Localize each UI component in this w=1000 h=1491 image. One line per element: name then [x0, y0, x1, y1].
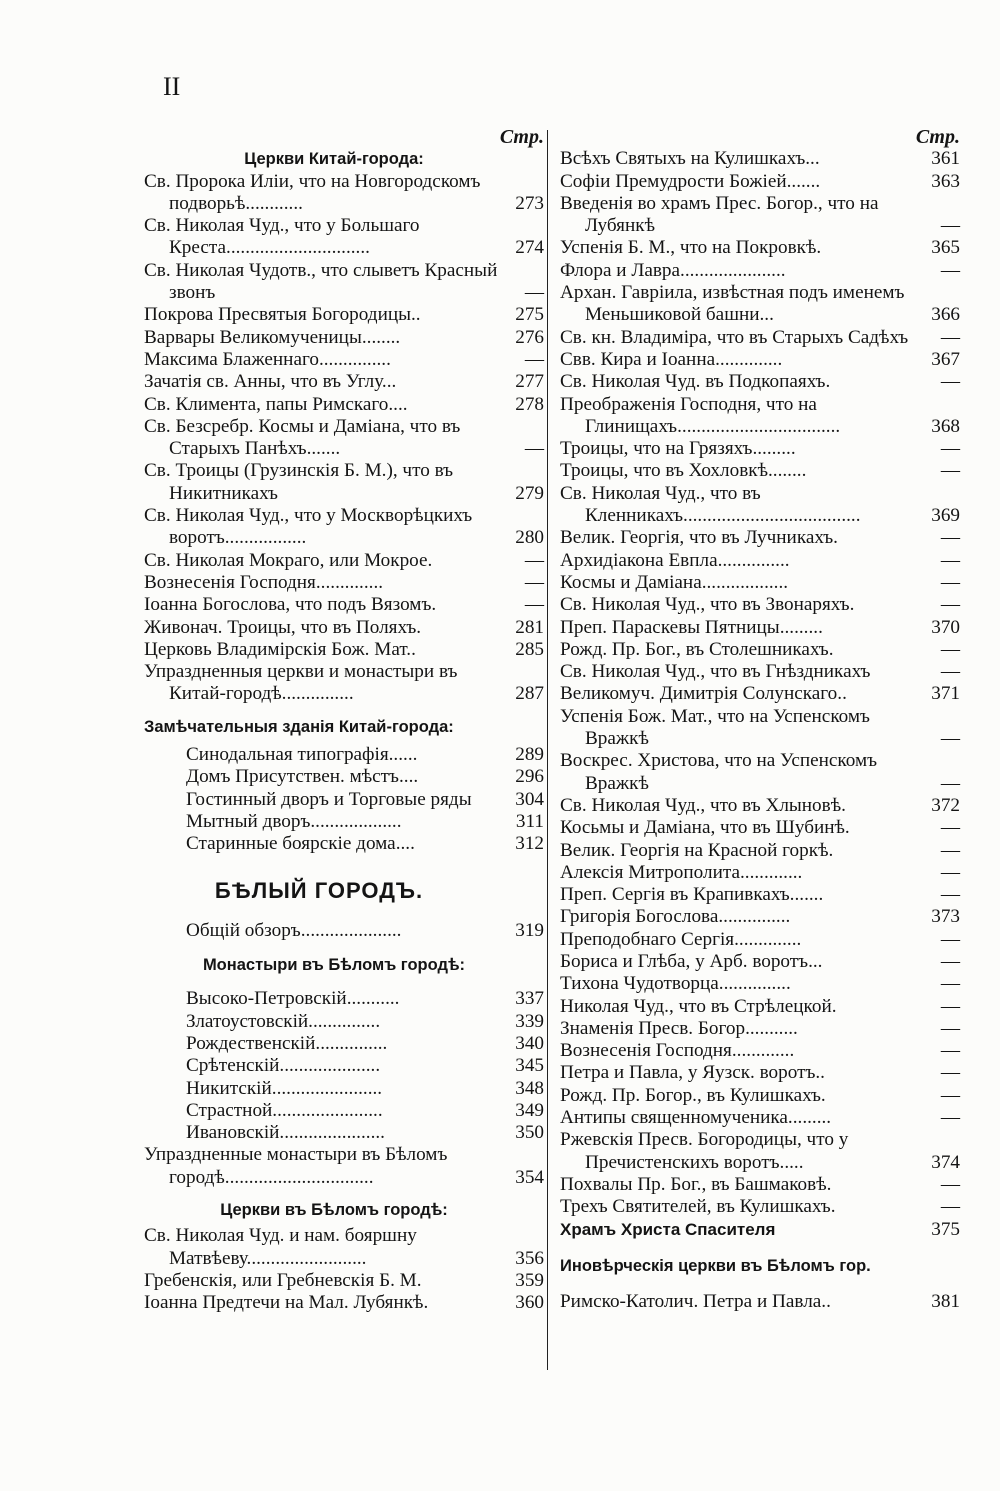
toc-entry-page: 311: [515, 810, 544, 832]
toc-entry-title: Св. Николая Чуд. и нам. бояршну Матвѣеву.........................: [144, 1225, 417, 1269]
toc-entry-title: Тихона Чудотворца...............: [560, 973, 791, 995]
toc-entry-title: Св. Пророка Илiи, что на Новгородскомъ подворьѣ............: [144, 170, 481, 214]
toc-entry: [186, 988, 544, 1010]
toc-entry-title: Косьмы и Дамiана, что въ Шубинѣ.: [560, 817, 850, 839]
bely-monasteries-list: [144, 988, 544, 1144]
toc-entry-page: —: [940, 661, 960, 683]
toc-entry-title: Старинные боярскiе дома....: [186, 833, 415, 855]
toc-entry: [560, 973, 960, 995]
toc-entry-title: Велик. Георгiя на Красной горкѣ.: [560, 839, 834, 861]
toc-entry-title: Архан. Гаврiила, извѣстная подъ именемъ Меньшиковой башни...: [560, 282, 905, 326]
toc-entry: [560, 550, 960, 572]
toc-entry-page: —: [940, 861, 960, 883]
toc-entry: [560, 906, 960, 928]
toc-entry-title: Св. Николая Чуд., что у Большаго Креста..............................: [144, 215, 420, 259]
toc-entry-title: Св. Троицы (Грузинскiя Б. М.), что въ Никитникахъ: [144, 460, 454, 504]
toc-entry-page: —: [940, 594, 960, 616]
toc-entry-page: —: [940, 638, 960, 660]
toc-entry-title: Гостинный дворъ и Торговые ряды: [186, 788, 472, 810]
toc-entry-title: Златоустовскiй...............: [186, 1010, 381, 1032]
toc-entry: [186, 811, 544, 833]
page-column-label: Стр.: [499, 126, 544, 148]
toc-entry-page: 373: [931, 906, 960, 928]
toc-entry-page: —: [524, 348, 544, 370]
toc-entry-title: Рождественскiй...............: [186, 1032, 388, 1054]
toc-entry: [186, 1011, 544, 1033]
toc-entry: [560, 237, 960, 259]
toc-entry-page: 273: [515, 192, 544, 214]
toc-entry-page: 375: [931, 1218, 960, 1240]
toc-entry: [560, 1219, 960, 1241]
toc-entry-page: 366: [931, 304, 960, 326]
toc-entry-title: Св. Безсребр. Космы и Дамiана, что въ Старыхъ Панѣхъ.......: [144, 415, 461, 460]
toc-entry-title: Петра и Павла, у Яузск. воротъ..: [560, 1062, 825, 1084]
toc-entry-title: Рожд. Пр. Бог., въ Столешникахъ.: [560, 638, 834, 660]
toc-entry-title: Николая Чуд., что въ Стрѣлецкой.: [560, 995, 837, 1017]
toc-entry: [560, 1174, 960, 1196]
toc-entry-page: 277: [515, 371, 544, 393]
toc-entry-title: Максима Блаженнаго...............: [144, 348, 391, 370]
toc-entry: [144, 1270, 544, 1292]
toc-entry: [560, 527, 960, 549]
toc-entry: [144, 327, 544, 349]
toc-entry-title: Св. Николая Чуд., что въ Хлыновѣ.: [560, 794, 846, 816]
toc-entry: [186, 1078, 544, 1100]
toc-entry-page: 374: [931, 1151, 960, 1173]
toc-entry: [144, 1225, 544, 1270]
toc-entry-page: —: [940, 817, 960, 839]
toc-entry-title: Св. Николая Чуд., что у Москворѣцкихъ воротъ.................: [144, 505, 473, 549]
toc-entry-title: Покрова Пресвятыя Богородицы..: [144, 304, 421, 326]
toc-entry-page: 348: [515, 1077, 544, 1099]
toc-entry-page: —: [940, 839, 960, 861]
toc-entry-page: 278: [515, 393, 544, 415]
toc-entry-title: Общiй обзоръ.....................: [186, 919, 402, 941]
toc-entry: [144, 394, 544, 416]
toc-entry-page: 350: [515, 1122, 544, 1144]
toc-entry-title: Воскрес. Христова, что на Успенскомъ Вражкѣ: [560, 750, 878, 794]
left-column: [144, 126, 544, 1315]
toc-entry: [144, 304, 544, 326]
toc-entry-title: Св. Николая Чуд., что въ Кленникахъ.....................................: [560, 482, 861, 527]
toc-entry-page: —: [940, 1084, 960, 1106]
toc-entry: [186, 920, 544, 942]
toc-entry-title: Знаменiя Пресв. Богор...........: [560, 1017, 798, 1039]
toc-entry: [560, 572, 960, 594]
toc-entry-page: —: [524, 571, 544, 593]
toc-entry-title: Рожд. Пр. Богор., въ Кулишкахъ.: [560, 1084, 826, 1106]
toc-entry-page: —: [524, 438, 544, 460]
toc-entry: [560, 750, 960, 795]
toc-entry: [186, 766, 544, 788]
toc-entry-page: 367: [931, 348, 960, 370]
toc-entry: [144, 1144, 544, 1189]
foreign-church-entry: [560, 1291, 960, 1313]
toc-entry-title: Домъ Присутствен. мѣстъ....: [186, 766, 419, 788]
toc-entry-title: Григорiя Богослова...............: [560, 906, 791, 928]
temple-entry: [560, 1219, 960, 1241]
toc-entry-page: —: [940, 1017, 960, 1039]
toc-entry: [560, 639, 960, 661]
toc-entry-title: Ивановскiй......................: [186, 1122, 385, 1144]
toc-entry-page: 312: [515, 833, 544, 855]
toc-entry: [144, 215, 544, 260]
toc-entry-page: —: [940, 438, 960, 460]
toc-entry-title: Никитскiй.......................: [186, 1077, 383, 1099]
toc-entry-page: 371: [931, 683, 960, 705]
toc-entry-title: Трехъ Святителей, въ Кулишкахъ.: [560, 1196, 836, 1218]
toc-entry-title: Велик. Георгiя, что въ Лучникахъ.: [560, 527, 838, 549]
toc-entry-title: Введенiя во храмъ Прес. Богор., что на Лубянкѣ: [560, 192, 879, 237]
toc-entry: [186, 833, 544, 855]
toc-entry: [560, 148, 960, 170]
abolished-monasteries-entry: [144, 1144, 544, 1189]
toc-entry-page: 368: [931, 415, 960, 437]
toc-entry-title: Преп. Параскевы Пятницы.........: [560, 616, 823, 638]
toc-entry-title: Страстной.......................: [186, 1099, 383, 1121]
toc-entry-page: —: [940, 1107, 960, 1129]
toc-entry: [186, 1122, 544, 1144]
toc-entry-title: Iоанна Богослова, что подъ Вязомъ.: [144, 594, 437, 616]
toc-entry-title: Гребенскiя, или Гребневскiя Б. М.: [144, 1269, 422, 1291]
toc-entry: [144, 349, 544, 371]
toc-entry-title: Упраздненныя церкви и монастыри въ Китай-городѣ...............: [144, 661, 458, 705]
toc-entry-title: Антипы священномученика.........: [560, 1107, 832, 1129]
toc-entry: [186, 1033, 544, 1055]
toc-entry-title: Св. Николая Чудотв., что слыветъ Красный звонъ: [144, 259, 498, 304]
toc-entry: [144, 460, 544, 505]
toc-entry-page: 365: [931, 237, 960, 259]
toc-entry: [186, 744, 544, 766]
section-heading-foreign-churches: Иновѣрческiя церкви въ Бѣломъ гор.: [560, 1256, 871, 1275]
toc-entry-title: Ржевскiя Пресв. Богородицы, что у Пречистенскихъ воротъ.....: [560, 1129, 849, 1173]
page-column-label: Стр.: [915, 126, 960, 148]
section-heading-kitai-buildings: Замѣчательныя зданiя Китай-города:: [144, 717, 454, 736]
toc-entry-title: Архидiакона Евпла...............: [560, 549, 790, 571]
toc-entry-title: Св. Николая Мокраго, или Мокрое.: [144, 549, 433, 571]
toc-entry-page: 285: [515, 638, 544, 660]
toc-entry: [186, 1055, 544, 1077]
toc-entry-title: Великомуч. Димитрiя Солунскаго..: [560, 683, 847, 705]
toc-entry-page: —: [940, 884, 960, 906]
toc-entry-page: 360: [515, 1292, 544, 1314]
toc-entry: [560, 817, 960, 839]
toc-entry-title: Живонач. Троицы, что въ Поляхъ.: [144, 616, 422, 638]
toc-entry-page: 280: [515, 527, 544, 549]
section-heading-bely-monasteries: Монастыри въ Бѣломъ городѣ:: [202, 956, 466, 975]
toc-entry: [144, 416, 544, 461]
toc-entry-title: Похвалы Пр. Бог., въ Башмаковѣ.: [560, 1173, 832, 1195]
toc-entry-page: 289: [515, 744, 544, 766]
toc-entry: [560, 1040, 960, 1062]
toc-entry-page: 275: [515, 304, 544, 326]
toc-entry: [560, 1291, 960, 1313]
toc-entry-title: Успенiя Б. М., что на Покровкѣ.: [560, 237, 822, 259]
toc-entry-page: 279: [515, 482, 544, 504]
toc-entry-page: 369: [931, 505, 960, 527]
toc-entry-page: —: [940, 772, 960, 794]
toc-entry: [560, 661, 960, 683]
toc-entry-page: —: [940, 215, 960, 237]
toc-entry-title: Преображенiя Господня, что на Глинищахъ..................................: [560, 393, 841, 437]
toc-entry-page: 296: [515, 766, 544, 788]
toc-entry: [560, 193, 960, 238]
toc-entry-page: 370: [931, 616, 960, 638]
toc-entry: [144, 171, 544, 216]
toc-entry-page: —: [524, 282, 544, 304]
toc-entry: [560, 438, 960, 460]
toc-entry-title: Софiи Премудрости Божiей.......: [560, 170, 821, 192]
toc-entry-title: Св. Николая Чуд., что въ Гнѣздникахъ: [560, 661, 871, 683]
section-heading-bely-churches: Церкви въ Бѣломъ городѣ:: [220, 1201, 448, 1220]
toc-entry-title: Римско-Католич. Петра и Павла..: [560, 1291, 831, 1313]
toc-entry-page: 349: [515, 1099, 544, 1121]
toc-entry: [144, 260, 544, 305]
toc-entry: [560, 884, 960, 906]
toc-entry-title: Флора и Лавра......................: [560, 259, 786, 281]
toc-entry-title: Преподобнаго Сергiя..............: [560, 928, 802, 950]
toc-entry: [144, 661, 544, 706]
toc-entry-title: Варвары Великомученицы........: [144, 326, 401, 348]
toc-entry-title: Троицы, что на Грязяхъ.........: [560, 438, 796, 460]
toc-entry-page: 304: [515, 788, 544, 810]
toc-entry-page: —: [940, 1040, 960, 1062]
toc-entry-page: —: [940, 1196, 960, 1218]
toc-entry-title: Срѣтенскiй.....................: [186, 1055, 381, 1077]
toc-entry-page: 337: [515, 988, 544, 1010]
kitai-churches-list: [144, 171, 544, 706]
section-heading-kitai-churches: Церкви Китай-города:: [244, 150, 424, 169]
toc-entry-title: Троицы, что въ Хохловкѣ........: [560, 460, 807, 482]
toc-entry-page: —: [940, 928, 960, 950]
toc-entry-title: Св. Климента, папы Римскаго....: [144, 393, 408, 415]
toc-entry-page: —: [940, 371, 960, 393]
toc-entry-title: Успенiя Бож. Мат., что на Успенскомъ Вражкѣ: [560, 705, 870, 750]
toc-entry: [560, 706, 960, 751]
toc-entry-page: 274: [515, 237, 544, 259]
toc-entry: [560, 683, 960, 705]
toc-entry: [560, 862, 960, 884]
toc-entry-page: 340: [515, 1032, 544, 1054]
overview-entry: [144, 920, 544, 942]
toc-entry-page: 381: [931, 1291, 960, 1313]
toc-entry: [144, 1292, 544, 1314]
toc-entry-page: —: [940, 460, 960, 482]
toc-entry: [560, 1018, 960, 1040]
toc-entry: [144, 617, 544, 639]
toc-entry: [144, 371, 544, 393]
toc-entry-page: 339: [515, 1010, 544, 1032]
toc-entry: [560, 795, 960, 817]
toc-entry-title: Зачатiя св. Анны, что въ Углу...: [144, 371, 397, 393]
toc-entry-title: Свв. Кира и Iоанна..............: [560, 348, 783, 370]
toc-entry-page: 356: [515, 1247, 544, 1269]
toc-entry: [560, 282, 960, 327]
toc-entry-page: —: [940, 326, 960, 348]
toc-entry-title: Мытный дворъ...................: [186, 810, 402, 832]
toc-entry-page: 354: [515, 1166, 544, 1188]
toc-entry: [560, 1085, 960, 1107]
toc-entry: [144, 594, 544, 616]
page-number: II: [163, 72, 181, 101]
toc-entry-title: Храмъ Христа Спасителя: [560, 1219, 776, 1239]
toc-entry: [560, 1107, 960, 1129]
toc-entry-title: Упраздненные монастыри въ Бѣломъ городѣ...............................: [144, 1144, 448, 1188]
toc-entry-page: 361: [931, 148, 960, 170]
toc-entry-title: Церковь Владимiрскiя Бож. Мат..: [144, 638, 416, 660]
toc-entry: [560, 1129, 960, 1174]
toc-entry: [144, 639, 544, 661]
toc-entry: [560, 460, 960, 482]
toc-entry-page: —: [940, 571, 960, 593]
toc-entry-title: Iоанна Предтечи на Мал. Лубянкѣ.: [144, 1292, 429, 1314]
toc-entry-title: Св. Николая Чуд. въ Подкопаяхъ.: [560, 371, 831, 393]
toc-entry-title: Св. кн. Владимiра, что въ Старыхъ Садѣхъ: [560, 326, 909, 348]
kitai-buildings-list: [144, 744, 544, 855]
right-column: [560, 126, 960, 1313]
toc-entry-title: Преп. Сергiя въ Крапивкахъ.......: [560, 884, 824, 906]
toc-entry-page: —: [940, 1173, 960, 1195]
toc-entry-page: —: [940, 950, 960, 972]
toc-entry: [560, 840, 960, 862]
toc-entry-title: Вознесенiя Господня..............: [144, 571, 384, 593]
bely-churches-continued-list: [560, 148, 960, 1218]
toc-entry-title: Всѣхъ Святыхъ на Кулишкахъ...: [560, 148, 820, 170]
toc-entry: [560, 951, 960, 973]
toc-entry-page: 359: [515, 1269, 544, 1291]
toc-entry: [560, 617, 960, 639]
toc-entry-page: —: [524, 594, 544, 616]
bely-churches-list: [144, 1225, 544, 1314]
toc-entry-title: Алексiя Митрополита.............: [560, 861, 803, 883]
toc-entry-title: Высоко-Петровскiй...........: [186, 988, 400, 1010]
toc-entry: [560, 483, 960, 528]
big-heading-bely-gorod: БѢЛЫЙ ГОРОДЪ.: [214, 877, 424, 903]
toc-entry-page: 287: [515, 683, 544, 705]
toc-entry-title: Св. Николая Чуд., что въ Звонаряхъ.: [560, 594, 855, 616]
toc-entry: [560, 1062, 960, 1084]
toc-entry: [560, 327, 960, 349]
toc-entry: [144, 505, 544, 550]
toc-entry: [186, 1100, 544, 1122]
toc-entry: [144, 572, 544, 594]
toc-entry-page: —: [940, 549, 960, 571]
toc-entry-page: —: [940, 1062, 960, 1084]
toc-entry-page: —: [940, 728, 960, 750]
toc-entry-page: —: [940, 527, 960, 549]
toc-entry: [560, 171, 960, 193]
toc-entry-title: Космы и Дамiана..................: [560, 571, 789, 593]
toc-entry-page: —: [940, 259, 960, 281]
toc-entry-page: —: [940, 973, 960, 995]
toc-entry-title: Синодальная типографiя......: [186, 744, 418, 766]
toc-entry: [560, 594, 960, 616]
column-divider: [547, 130, 548, 1370]
toc-entry-title: Вознесенiя Господня.............: [560, 1040, 795, 1062]
toc-entry-page: 345: [515, 1055, 544, 1077]
toc-entry: [560, 260, 960, 282]
toc-entry-page: 281: [515, 616, 544, 638]
toc-entry-page: 363: [931, 170, 960, 192]
toc-entry: [560, 349, 960, 371]
toc-entry: [560, 996, 960, 1018]
toc-entry-title: Бориса и Глѣба, у Арб. воротъ...: [560, 950, 823, 972]
toc-entry: [560, 929, 960, 951]
toc-entry: [144, 550, 544, 572]
toc-entry: [186, 789, 544, 811]
toc-entry: [560, 394, 960, 439]
toc-entry-page: 372: [931, 794, 960, 816]
toc-entry-page: —: [940, 995, 960, 1017]
toc-entry-page: 319: [515, 919, 544, 941]
toc-entry: [560, 371, 960, 393]
toc-entry-page: 276: [515, 326, 544, 348]
toc-entry: [560, 1196, 960, 1218]
toc-entry-page: —: [524, 549, 544, 571]
